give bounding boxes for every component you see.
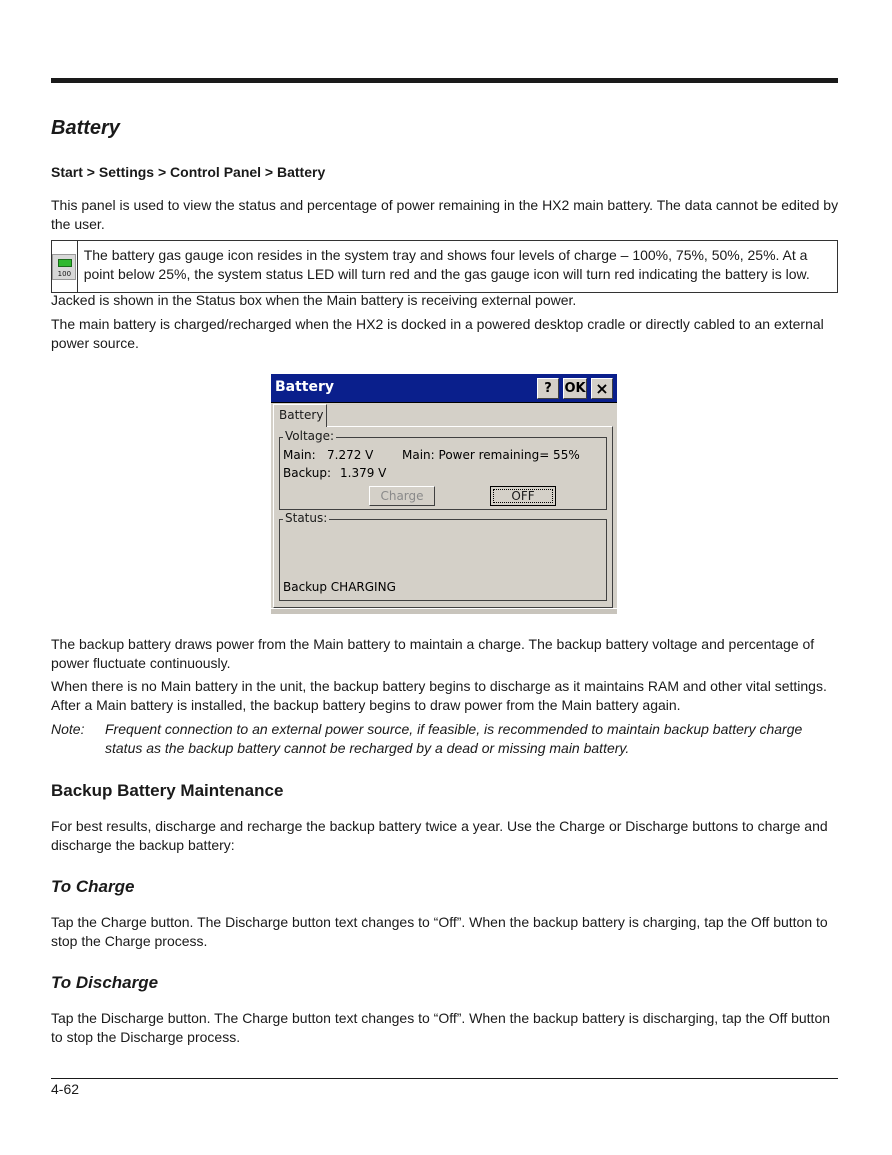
backup-voltage-value: 1.379 V xyxy=(340,466,387,480)
tab-panel xyxy=(273,426,613,608)
to-charge-heading: To Charge xyxy=(51,877,135,896)
to-discharge-paragraph: Tap the Discharge button. The Charge button text changes to “Off”. When the backup battery is discharging, tap the Off button to stop the Discharge process. xyxy=(51,1010,831,1045)
ok-button[interactable]: OK xyxy=(563,378,587,399)
main-voltage-value: 7.272 V xyxy=(327,448,374,462)
charge-button[interactable]: Charge xyxy=(369,486,435,506)
top-rule xyxy=(51,78,838,83)
gauge-icon-label: 100 xyxy=(57,269,72,278)
page-number: 4-62 xyxy=(51,1081,80,1097)
status-group xyxy=(279,511,607,601)
dialog-titlebar xyxy=(271,374,617,403)
section-title: Battery xyxy=(51,117,120,139)
info-box xyxy=(51,240,838,293)
bottom-rule xyxy=(51,1078,838,1079)
power-remaining-text: Main: Power remaining= 55% xyxy=(402,448,580,462)
to-charge-paragraph: Tap the Charge button. The Discharge button text changes to “Off”. When the backup battery is charging, tap the Off button to stop the Charge process. xyxy=(51,914,828,949)
device-taskbar xyxy=(271,608,617,614)
status-group-label: Status: xyxy=(285,511,328,525)
status-text: Backup CHARGING xyxy=(283,580,396,594)
charged-paragraph: The main battery is charged/recharged when the HX2 is docked in a powered desktop cradle or directly cabled to an external power source. xyxy=(51,316,824,351)
voltage-group xyxy=(279,429,607,510)
jacked-paragraph: Jacked is shown in the Status box when the Main battery is receiving external power. xyxy=(51,292,577,308)
backup-draws-paragraph: The backup battery draws power from the Main battery to maintain a charge. The backup battery voltage and percentage of power fluctuate continuously. xyxy=(51,636,815,671)
voltage-group-label: Voltage: xyxy=(285,429,335,443)
note-text: Frequent connection to an external power source, if feasible, is recommended to maintain backup battery charge status as the backup battery cannot be recharged by a dead or missing main battery. xyxy=(105,721,803,756)
tab-battery[interactable]: Battery xyxy=(273,404,327,427)
help-button[interactable]: ? xyxy=(537,378,559,399)
to-discharge-heading: To Discharge xyxy=(51,973,159,992)
maintenance-paragraph: For best results, discharge and recharge the backup battery twice a year. Use the Charge or Discharge buttons to charge and discharge the backup battery: xyxy=(51,818,828,853)
battery-dialog-screenshot xyxy=(271,374,617,614)
breadcrumb: Start > Settings > Control Panel > Battery xyxy=(51,164,326,180)
maintenance-heading: Backup Battery Maintenance xyxy=(51,781,284,800)
dialog-title: Battery xyxy=(275,379,335,395)
close-button[interactable]: × xyxy=(591,378,613,399)
intro-paragraph: This panel is used to view the status and percentage of power remaining in the HX2 main battery. The data cannot be edited by the user. xyxy=(51,197,839,232)
info-icon-cell xyxy=(52,241,78,292)
battery-gauge-icon xyxy=(52,254,76,280)
main-label: Main: xyxy=(283,448,316,462)
off-button[interactable]: OFF xyxy=(490,486,556,506)
backup-label: Backup: xyxy=(283,466,332,480)
no-main-paragraph: When there is no Main battery in the unit, the backup battery begins to discharge as it maintains RAM and other vital settings. After a Main battery is installed, the backup battery begins to draw power from the Main battery again. xyxy=(51,678,827,713)
note-label: Note: xyxy=(51,721,85,737)
info-box-text: The battery gas gauge icon resides in the system tray and shows four levels of charge – 100%, 75%, 50%, 25%. At a point below 25%, the system status LED will turn red and the gas gauge icon will turn red indicating the battery is low. xyxy=(83,247,810,282)
gauge-level-bar xyxy=(58,259,72,267)
